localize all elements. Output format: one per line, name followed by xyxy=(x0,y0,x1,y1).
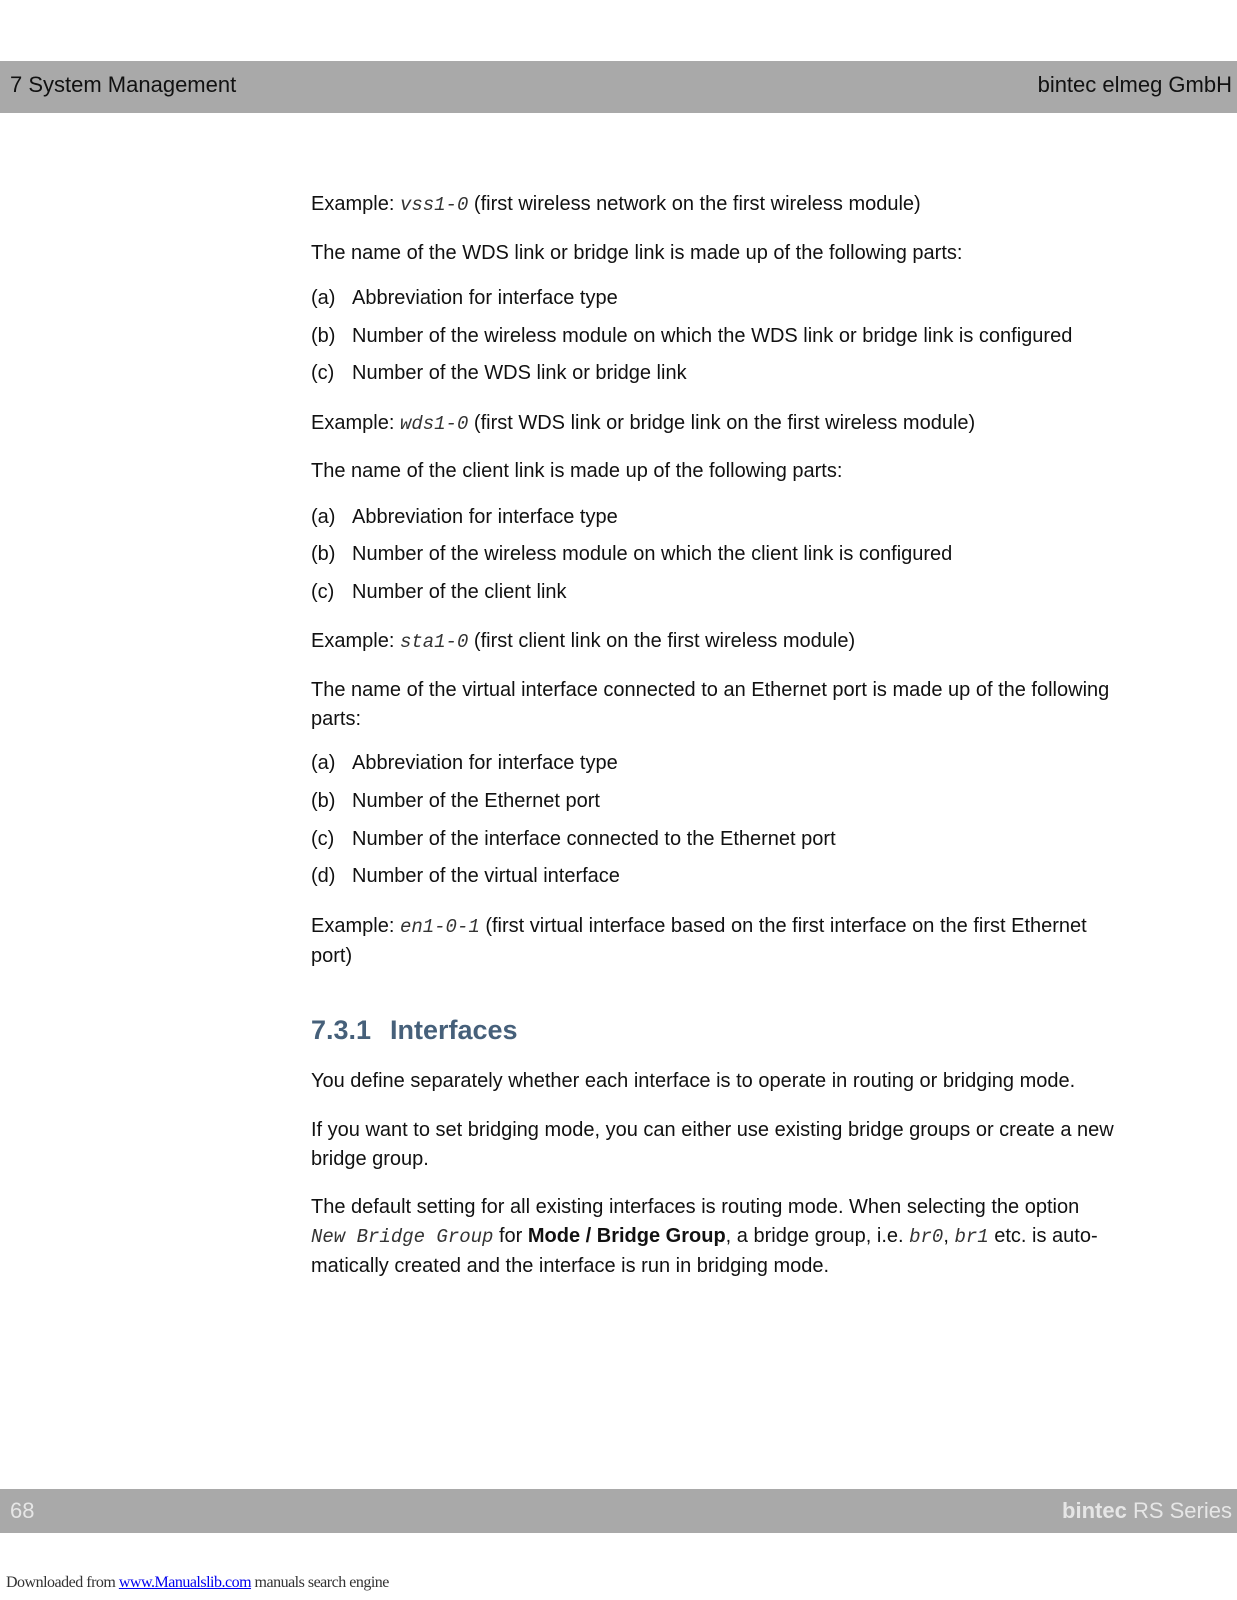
list-item xyxy=(311,825,1151,854)
example-label: Example: xyxy=(311,915,395,937)
list-item-text: Abbreviation for interface type xyxy=(352,287,618,309)
example-description: (first WDS link or bridge link on the first wireless module) xyxy=(473,412,976,434)
example-description: (first wireless network on the first wireless module) xyxy=(473,193,921,215)
download-notice xyxy=(6,1573,389,1593)
list-marker: (b) xyxy=(311,325,336,347)
field-name: Mode / Bridge Group xyxy=(527,1225,726,1247)
section-heading xyxy=(311,1013,518,1047)
example-code: vss1-0 xyxy=(399,194,469,216)
list-item xyxy=(311,322,1151,351)
example-description-continued: port) xyxy=(311,945,353,967)
product-series xyxy=(1062,1497,1232,1525)
download-suffix: manuals search engine xyxy=(251,1574,389,1591)
virtual-intro-line: The name of the virtual interface connected to an Ethernet port is made up of the following xyxy=(311,679,1110,701)
example-description: (first virtual interface based on the first interface on the first Ethernet xyxy=(485,915,1087,937)
list-marker: (c) xyxy=(311,362,335,384)
paragraph xyxy=(311,1193,1151,1281)
bridge-code: br1 xyxy=(954,1226,989,1248)
page-footer-band xyxy=(0,1489,1237,1533)
section-title: Interfaces xyxy=(390,1015,518,1045)
list-item xyxy=(311,862,1151,891)
list-item-text: Abbreviation for interface type xyxy=(352,506,618,528)
list-item-text: Number of the virtual interface xyxy=(352,865,620,887)
brand-name: bintec xyxy=(1062,1498,1127,1523)
download-prefix: Downloaded from xyxy=(6,1574,119,1591)
example-description: (first client link on the first wireless module) xyxy=(473,630,856,652)
example-code: wds1-0 xyxy=(399,413,469,435)
list-item-text: Number of the Ethernet port xyxy=(352,790,600,812)
paragraph xyxy=(311,1116,1151,1174)
paragraph-line: bridge group. xyxy=(311,1148,429,1170)
option-code: New Bridge Group xyxy=(311,1226,494,1248)
list-item xyxy=(311,540,1151,569)
bridge-code: br0 xyxy=(909,1226,944,1248)
client-intro: The name of the client link is made up of the following parts: xyxy=(311,460,843,482)
inline-text: etc. is auto- xyxy=(988,1225,1098,1247)
list-marker: (a) xyxy=(311,752,336,774)
example-label: Example: xyxy=(311,412,395,434)
list-item xyxy=(311,503,1151,532)
virtual-intro xyxy=(311,676,1151,734)
example-paragraph xyxy=(311,627,1151,657)
list-marker: (c) xyxy=(311,828,335,850)
paragraph-line: The default setting for all existing interfaces is routing mode. When selecting the option xyxy=(311,1196,1080,1218)
example-paragraph xyxy=(311,912,1151,971)
list-marker: (d) xyxy=(311,865,336,887)
company-name: bintec elmeg GmbH xyxy=(1037,72,1232,97)
inline-text: for xyxy=(493,1225,528,1247)
list-item xyxy=(311,787,1151,816)
list-item-text: Number of the interface connected to the Ethernet port xyxy=(352,828,836,850)
example-code: en1-0-1 xyxy=(399,916,480,938)
example-label: Example: xyxy=(311,630,395,652)
list-item-text: Number of the WDS link or bridge link xyxy=(352,362,687,384)
paragraph-line: matically created and the interface is run in bridging mode. xyxy=(311,1255,830,1277)
example-code: sta1-0 xyxy=(399,631,469,653)
list-marker: (c) xyxy=(311,581,335,603)
inline-text: , a bridge group, i.e. xyxy=(725,1225,910,1247)
list-marker: (b) xyxy=(311,543,336,565)
inline-text: , xyxy=(943,1225,955,1247)
virtual-intro-line: parts: xyxy=(311,708,362,730)
manualslib-link[interactable]: www.Manualslib.com xyxy=(118,1574,252,1591)
chapter-title: 7 System Management xyxy=(10,72,237,97)
list-item-text: Abbreviation for interface type xyxy=(352,752,618,774)
list-item-text: Number of the wireless module on which the client link is configured xyxy=(352,543,953,565)
list-item-text: Number of the client link xyxy=(352,581,567,603)
list-item xyxy=(311,749,1151,778)
paragraph-line: If you want to set bridging mode, you can either use existing bridge groups or create a new xyxy=(311,1119,1114,1141)
list-marker: (b) xyxy=(311,790,336,812)
list-item-text: Number of the wireless module on which the WDS link or bridge link is configured xyxy=(352,325,1073,347)
section-number: 7.3.1 xyxy=(311,1015,372,1045)
list-item xyxy=(311,284,1151,313)
example-paragraph xyxy=(311,409,1151,439)
list-item xyxy=(311,578,1151,607)
example-paragraph xyxy=(311,190,1151,220)
paragraph: You define separately whether each interface is to operate in routing or bridging mode. xyxy=(311,1070,1076,1092)
list-item xyxy=(311,359,1151,388)
series-name: RS Series xyxy=(1126,1498,1232,1523)
example-label: Example: xyxy=(311,193,395,215)
page-number: 68 xyxy=(10,1498,35,1523)
list-marker: (a) xyxy=(311,506,336,528)
list-marker: (a) xyxy=(311,287,336,309)
wds-intro: The name of the WDS link or bridge link is made up of the following parts: xyxy=(311,242,963,264)
